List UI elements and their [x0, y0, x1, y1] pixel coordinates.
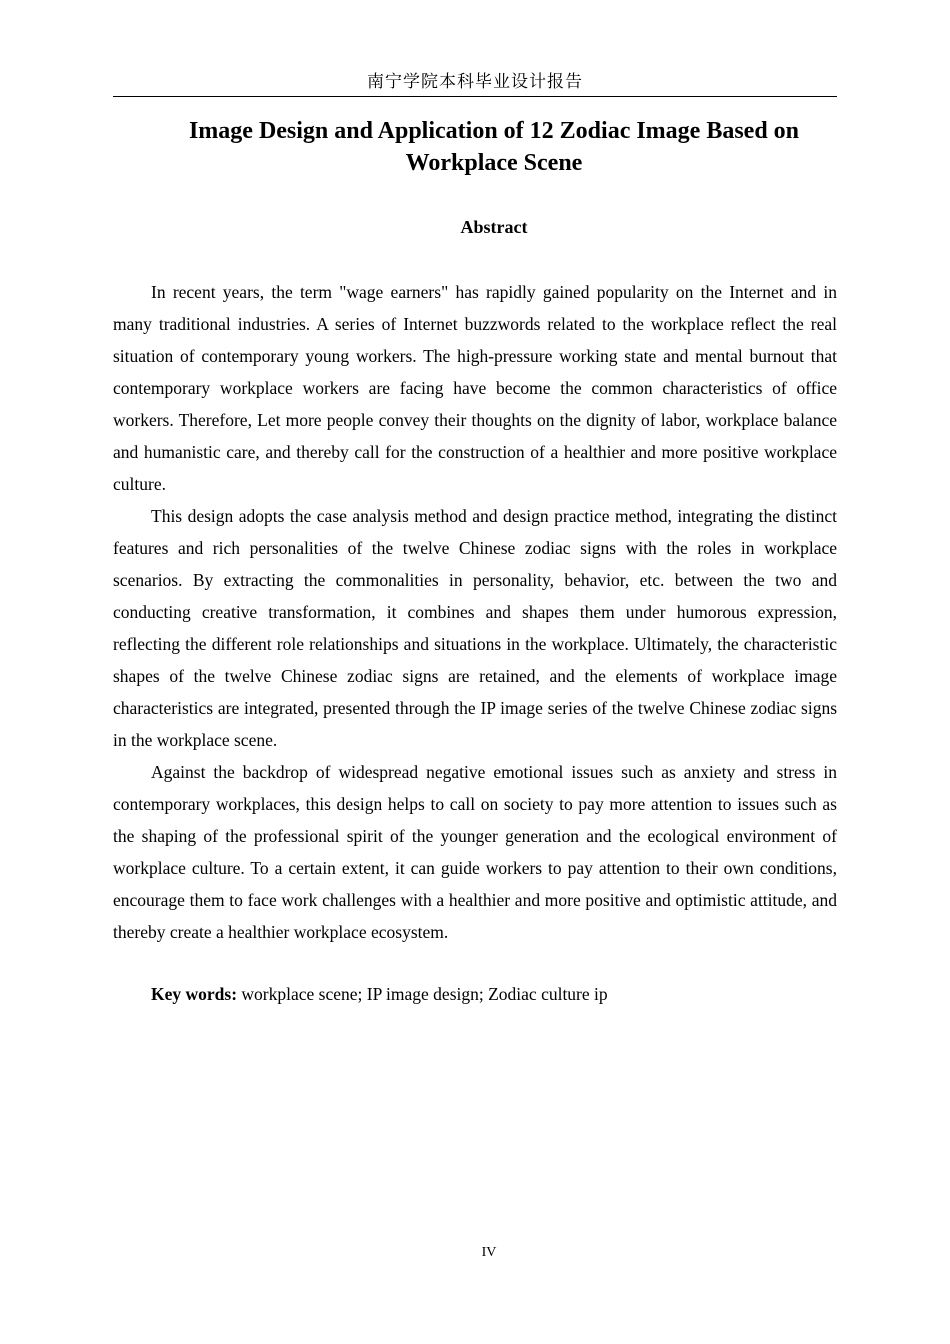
abstract-paragraph-2: This design adopts the case analysis method and design practice method, integrating the distinct features and rich personalities of the twelve Chinese zodiac signs with the roles in workplace scenarios. By extracting the commonalities in personality, behavior, etc. between the two and conducting creative transformation, it combines and shapes them under humorous expression, reflecting the different role relationships and situations in the workplace. Ultimately, the characteristic shapes of the twelve Chinese zodiac signs are retained, and the elements of workplace image characteristics are integrated, presented through the IP image series of the twelve Chinese zodiac signs in the workplace scene.	[113, 506, 837, 750]
abstract-paragraph-1: In recent years, the term "wage earners" has rapidly gained popularity on the Internet and in many traditional industries. A series of Internet buzzwords related to the workplace reflect the real situation of contemporary young workers. The high-pressure working state and mental burnout that contemporary workplace workers are facing have become the common characteristics of office workers. Therefore, Let more people convey their thoughts on the dignity of labor, workplace balance and humanistic care, and thereby call for the construction of a healthier and more positive workplace culture.	[113, 282, 837, 494]
document-title	[113, 115, 875, 179]
running-header: 南宁学院本科毕业设计报告	[367, 72, 583, 91]
abstract-paragraph-3: Against the backdrop of widespread negative emotional issues such as anxiety and stress in contemporary workplaces, this design helps to call on society to pay more attention to issues such as the shaping of the professional spirit of the younger generation and the ecological environment of workplace culture. To a certain extent, it can guide workers to pay attention to their own conditions, encourage them to face work challenges with a healthier and more positive and optimistic attitude, and thereby create a healthier workplace ecosystem.	[113, 762, 837, 942]
header-rule	[113, 96, 837, 97]
abstract-body	[113, 276, 837, 948]
keywords-text: workplace scene; IP image design; Zodiac culture ip	[237, 984, 608, 1004]
title-line-2: Workplace Scene	[405, 150, 583, 176]
keywords-line	[113, 978, 837, 1010]
keywords-label: Key words:	[151, 984, 238, 1004]
abstract-heading: Abstract	[460, 217, 528, 237]
title-line-1: Image Design and Application of 12 Zodiac Image Based on	[188, 118, 800, 144]
page-number: IV	[481, 1245, 497, 1260]
